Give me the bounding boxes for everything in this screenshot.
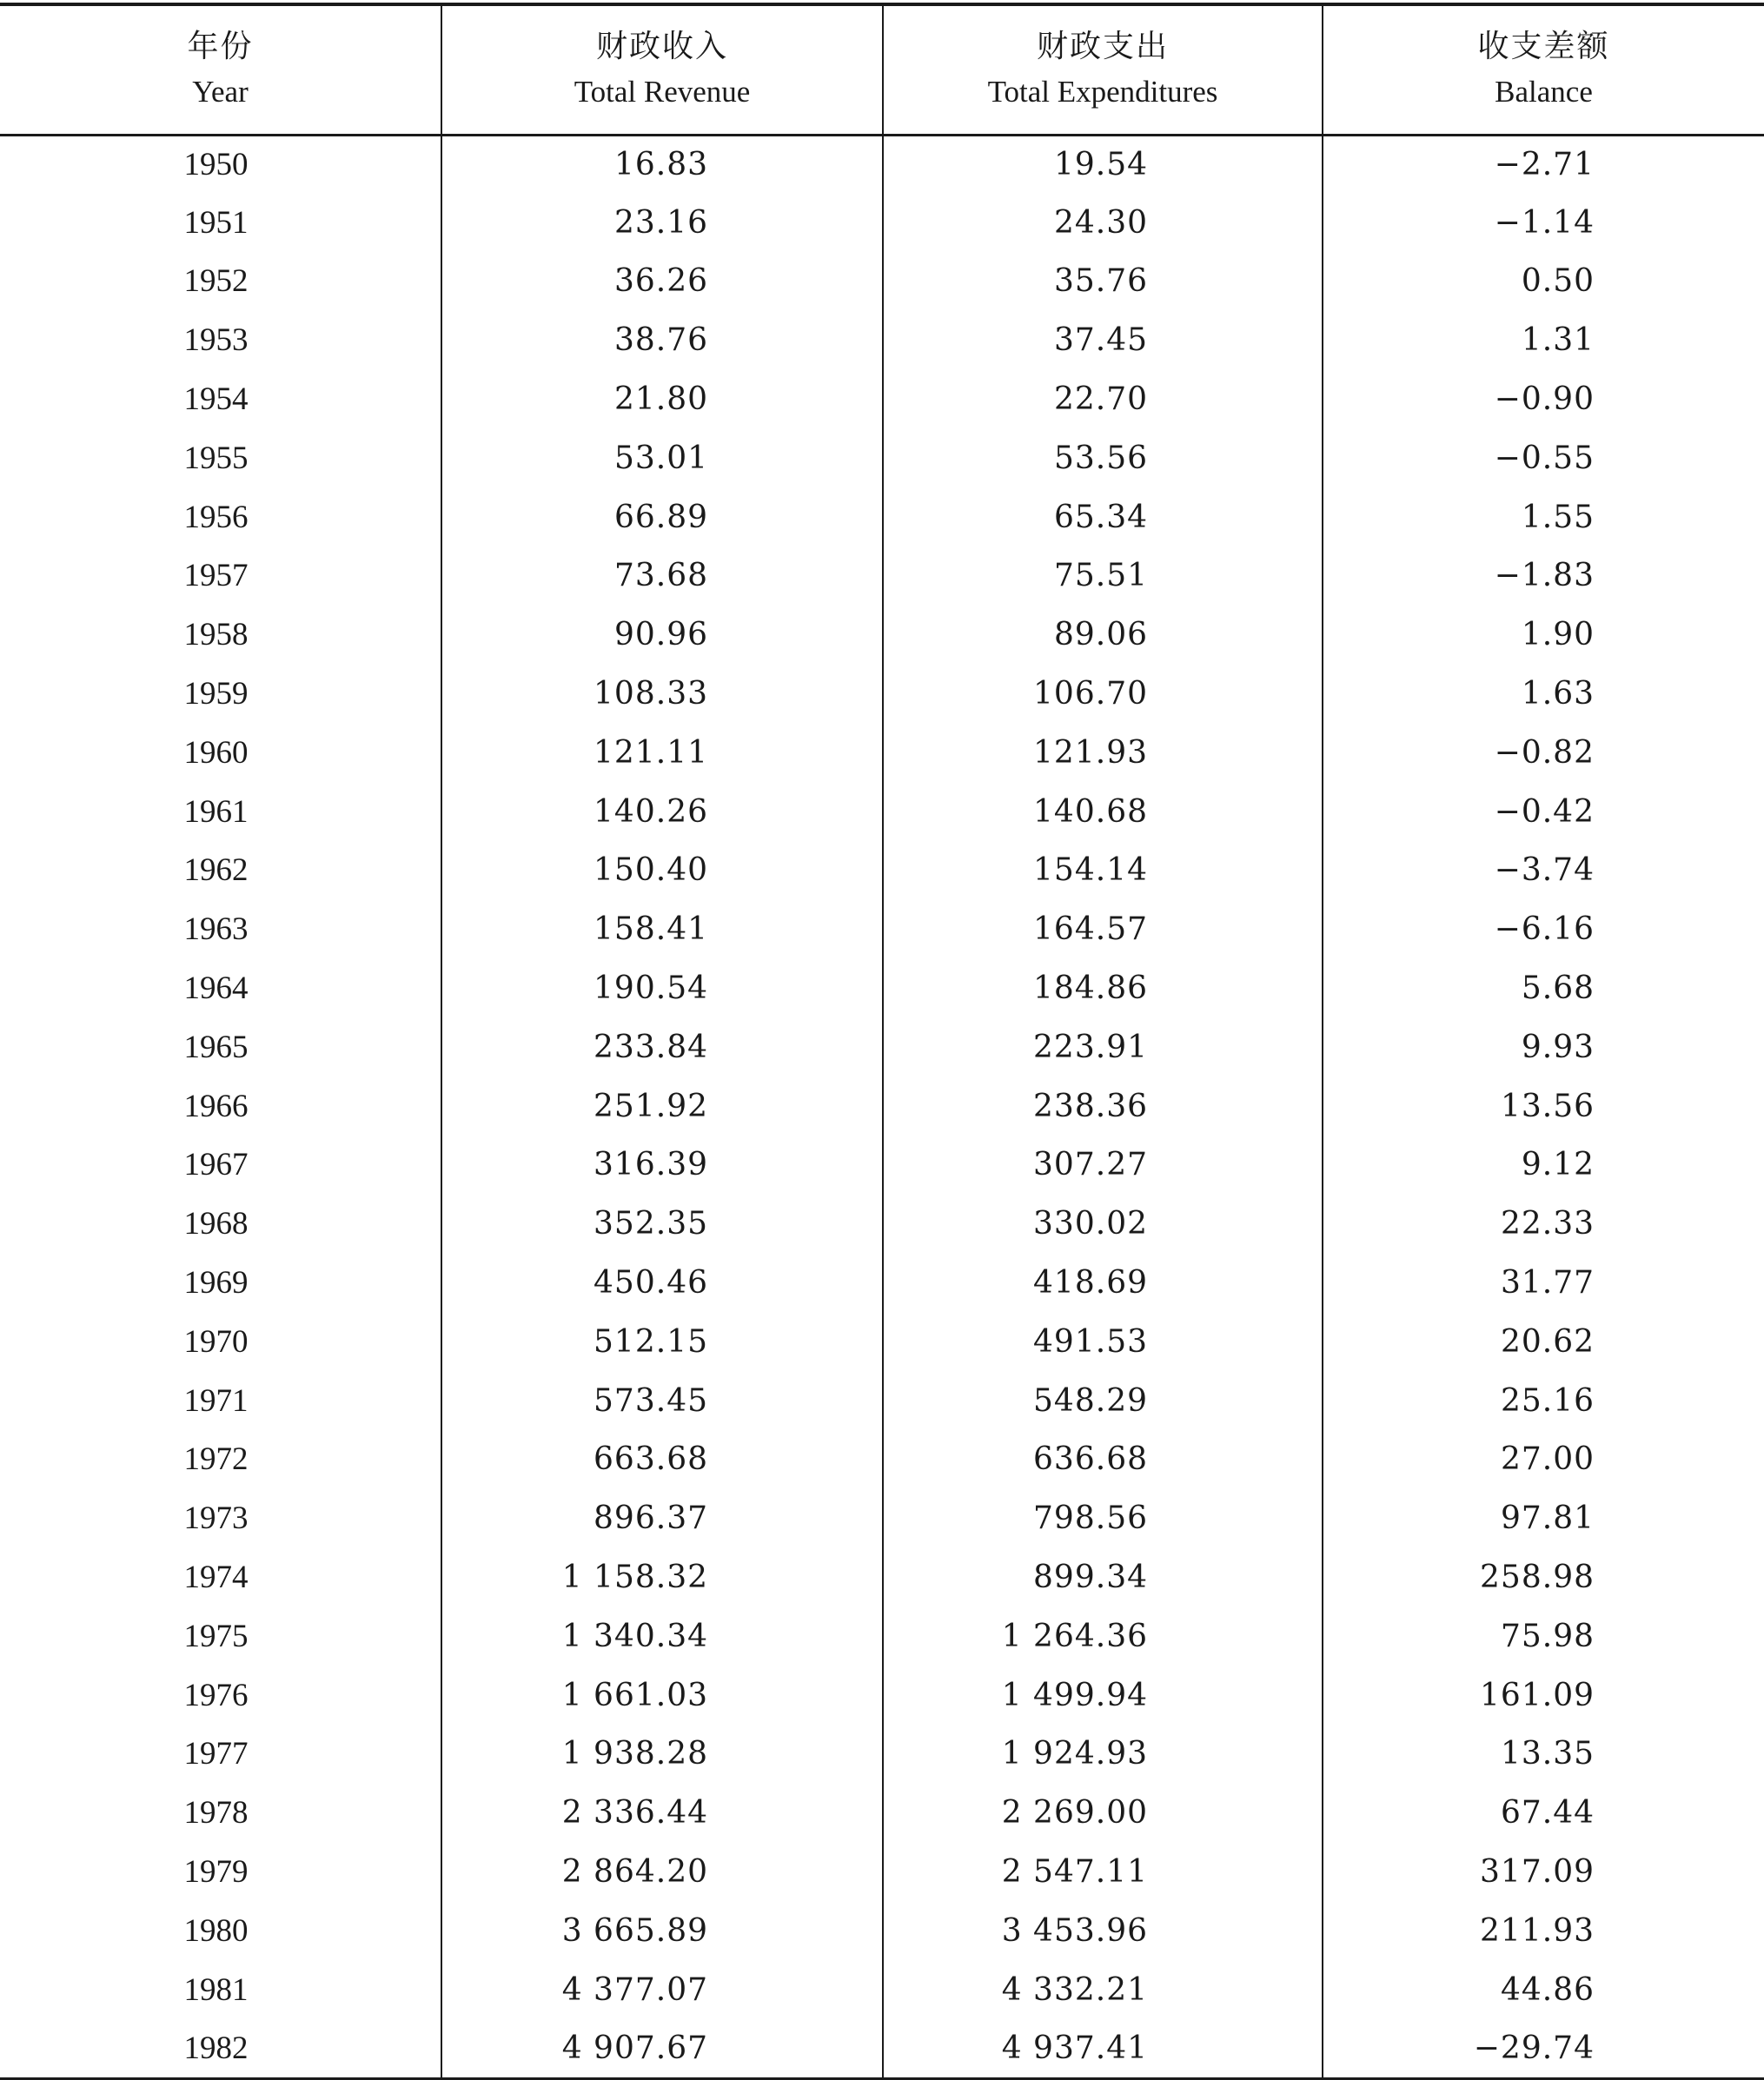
header-balance-zh: 收支差额 <box>1477 29 1610 65</box>
cell-expenditures: 223.91 <box>883 1018 1323 1077</box>
cell-revenue: 4 907.67 <box>441 2020 883 2079</box>
cell-year: 1971 <box>183 1382 249 1419</box>
cell-expenditures: 899.34 <box>883 1548 1323 1607</box>
cell-balance: 258.98 <box>1323 1548 1764 1607</box>
cell-year: 1968 <box>183 1206 249 1242</box>
cell-year: 1972 <box>183 1441 249 1478</box>
table-row <box>0 606 1764 665</box>
cell-balance: 20.62 <box>1323 1313 1764 1372</box>
cell-expenditures: 1 264.36 <box>883 1607 1323 1666</box>
cell-revenue: 251.92 <box>441 1077 883 1136</box>
cell-year: 1967 <box>183 1147 249 1183</box>
header-year-zh: 年份 <box>187 29 254 65</box>
cell-expenditures: 798.56 <box>883 1489 1323 1548</box>
cell-expenditures: 22.70 <box>883 370 1323 429</box>
cell-balance: 1.31 <box>1323 311 1764 370</box>
cell-expenditures: 307.27 <box>883 1136 1323 1196</box>
cell-balance: −1.14 <box>1323 194 1764 253</box>
fiscal-table <box>0 3 1764 2080</box>
cell-balance: 97.81 <box>1323 1489 1764 1548</box>
cell-expenditures: 75.51 <box>883 547 1323 606</box>
cell-revenue: 1 661.03 <box>441 1666 883 1726</box>
cell-expenditures: 2 269.00 <box>883 1784 1323 1843</box>
cell-expenditures: 154.14 <box>883 842 1323 901</box>
table-row <box>0 488 1764 547</box>
cell-year: 1979 <box>183 1854 249 1890</box>
cell-revenue: 3 665.89 <box>441 1902 883 1961</box>
cell-year: 1969 <box>183 1265 249 1302</box>
cell-revenue: 16.83 <box>441 135 883 194</box>
cell-year: 1978 <box>183 1795 249 1832</box>
cell-balance: −29.74 <box>1323 2020 1764 2079</box>
cell-balance: −0.82 <box>1323 724 1764 783</box>
table-row <box>0 253 1764 312</box>
cell-balance: 161.09 <box>1323 1666 1764 1726</box>
cell-year: 1964 <box>183 970 249 1007</box>
cell-expenditures: 491.53 <box>883 1313 1323 1372</box>
cell-balance: 67.44 <box>1323 1784 1764 1843</box>
cell-balance: 22.33 <box>1323 1195 1764 1254</box>
cell-revenue: 23.16 <box>441 194 883 253</box>
cell-year: 1956 <box>183 499 249 535</box>
header-expenditures <box>883 4 1323 135</box>
header-expenditures-en: Total Expenditures <box>987 75 1218 109</box>
table-row <box>0 1784 1764 1843</box>
cell-revenue: 73.68 <box>441 547 883 606</box>
cell-expenditures: 89.06 <box>883 606 1323 665</box>
cell-expenditures: 121.93 <box>883 724 1323 783</box>
cell-year: 1951 <box>183 204 249 241</box>
cell-expenditures: 184.86 <box>883 959 1323 1018</box>
cell-year: 1950 <box>183 146 249 182</box>
cell-expenditures: 106.70 <box>883 665 1323 724</box>
cell-year: 1963 <box>183 911 249 948</box>
cell-revenue: 450.46 <box>441 1254 883 1313</box>
table-row <box>0 1431 1764 1490</box>
cell-year: 1954 <box>183 381 249 418</box>
cell-year: 1980 <box>183 1912 249 1949</box>
table-row <box>0 1254 1764 1313</box>
cell-revenue: 4 377.07 <box>441 1961 883 2020</box>
cell-balance: 31.77 <box>1323 1254 1764 1313</box>
cell-expenditures: 37.45 <box>883 311 1323 370</box>
table-row <box>0 1843 1764 1902</box>
cell-expenditures: 1 924.93 <box>883 1726 1323 1785</box>
cell-balance: −0.55 <box>1323 429 1764 488</box>
cell-balance: 25.16 <box>1323 1372 1764 1431</box>
cell-year: 1976 <box>183 1677 249 1713</box>
table-row <box>0 2020 1764 2079</box>
table-row <box>0 1018 1764 1077</box>
table-row <box>0 1548 1764 1607</box>
table-row <box>0 370 1764 429</box>
cell-expenditures: 53.56 <box>883 429 1323 488</box>
cell-expenditures: 1 499.94 <box>883 1666 1323 1726</box>
cell-expenditures: 24.30 <box>883 194 1323 253</box>
cell-year: 1975 <box>183 1618 249 1654</box>
cell-revenue: 316.39 <box>441 1136 883 1196</box>
table-row <box>0 547 1764 606</box>
cell-year: 1966 <box>183 1088 249 1124</box>
cell-revenue: 158.41 <box>441 900 883 959</box>
cell-revenue: 2 864.20 <box>441 1843 883 1902</box>
table-row <box>0 1726 1764 1785</box>
table-row <box>0 724 1764 783</box>
cell-expenditures: 65.34 <box>883 488 1323 547</box>
header-balance <box>1323 4 1764 135</box>
table-row <box>0 1077 1764 1136</box>
cell-revenue: 53.01 <box>441 429 883 488</box>
cell-revenue: 38.76 <box>441 311 883 370</box>
cell-revenue: 1 938.28 <box>441 1726 883 1785</box>
table-row <box>0 135 1764 194</box>
cell-year: 1957 <box>183 558 249 594</box>
cell-revenue: 1 340.34 <box>441 1607 883 1666</box>
cell-revenue: 512.15 <box>441 1313 883 1372</box>
cell-revenue: 2 336.44 <box>441 1784 883 1843</box>
cell-expenditures: 19.54 <box>883 135 1323 194</box>
table-row <box>0 1313 1764 1372</box>
cell-revenue: 36.26 <box>441 253 883 312</box>
cell-revenue: 21.80 <box>441 370 883 429</box>
cell-revenue: 896.37 <box>441 1489 883 1548</box>
table-row <box>0 1666 1764 1726</box>
table-row <box>0 959 1764 1018</box>
cell-expenditures: 548.29 <box>883 1372 1323 1431</box>
cell-expenditures: 4 937.41 <box>883 2020 1323 2079</box>
cell-revenue: 90.96 <box>441 606 883 665</box>
cell-expenditures: 636.68 <box>883 1431 1323 1490</box>
table-row <box>0 194 1764 253</box>
cell-revenue: 233.84 <box>441 1018 883 1077</box>
cell-balance: 211.93 <box>1323 1902 1764 1961</box>
cell-year: 1973 <box>183 1500 249 1537</box>
cell-expenditures: 164.57 <box>883 900 1323 959</box>
table-row <box>0 1607 1764 1666</box>
cell-balance: 27.00 <box>1323 1431 1764 1490</box>
cell-year: 1982 <box>0 2020 441 2079</box>
table-row <box>0 1961 1764 2020</box>
cell-expenditures: 238.36 <box>883 1077 1323 1136</box>
header-balance-en: Balance <box>1495 75 1593 109</box>
table-row <box>0 1489 1764 1548</box>
table-row <box>0 1902 1764 1961</box>
cell-balance: 44.86 <box>1323 1961 1764 2020</box>
cell-expenditures: 2 547.11 <box>883 1843 1323 1902</box>
cell-year: 1965 <box>183 1029 249 1065</box>
header-revenue-en: Total Revenue <box>574 75 751 109</box>
cell-balance: −3.74 <box>1323 842 1764 901</box>
header-year-en: Year <box>192 75 249 109</box>
cell-revenue: 150.40 <box>441 842 883 901</box>
cell-year: 1962 <box>183 852 249 889</box>
header-revenue-zh: 财政收入 <box>595 29 728 65</box>
cell-balance: 0.50 <box>1323 253 1764 312</box>
table-row <box>0 429 1764 488</box>
cell-revenue: 352.35 <box>441 1195 883 1254</box>
cell-balance: 75.98 <box>1323 1607 1764 1666</box>
cell-revenue: 1 158.32 <box>441 1548 883 1607</box>
cell-expenditures: 3 453.96 <box>883 1902 1323 1961</box>
header-expenditures-zh: 财政支出 <box>1036 29 1169 65</box>
cell-balance: 317.09 <box>1323 1843 1764 1902</box>
cell-balance: 1.55 <box>1323 488 1764 547</box>
cell-balance: 13.35 <box>1323 1726 1764 1785</box>
table-row <box>0 842 1764 901</box>
header-year <box>0 4 441 135</box>
table-body <box>0 135 1764 2078</box>
cell-revenue: 121.11 <box>441 724 883 783</box>
header-row <box>0 4 1764 135</box>
cell-year: 1981 <box>183 1971 249 2008</box>
cell-expenditures: 35.76 <box>883 253 1323 312</box>
table-header <box>0 4 1764 135</box>
cell-year: 1974 <box>183 1560 249 1596</box>
table-row <box>0 665 1764 724</box>
cell-balance: 1.90 <box>1323 606 1764 665</box>
cell-balance: −0.42 <box>1323 783 1764 842</box>
cell-year: 1961 <box>183 793 249 830</box>
cell-revenue: 663.68 <box>441 1431 883 1490</box>
cell-balance: −1.83 <box>1323 547 1764 606</box>
cell-revenue: 140.26 <box>441 783 883 842</box>
cell-expenditures: 140.68 <box>883 783 1323 842</box>
cell-year: 1970 <box>183 1323 249 1360</box>
cell-balance: 13.56 <box>1323 1077 1764 1136</box>
cell-balance: 5.68 <box>1323 959 1764 1018</box>
cell-expenditures: 418.69 <box>883 1254 1323 1313</box>
table-row <box>0 900 1764 959</box>
cell-year: 1960 <box>183 734 249 771</box>
cell-balance: 1.63 <box>1323 665 1764 724</box>
cell-expenditures: 4 332.21 <box>883 1961 1323 2020</box>
cell-revenue: 190.54 <box>441 959 883 1018</box>
table-row <box>0 1136 1764 1196</box>
cell-revenue: 573.45 <box>441 1372 883 1431</box>
cell-balance: −0.90 <box>1323 370 1764 429</box>
cell-revenue: 66.89 <box>441 488 883 547</box>
table-row <box>0 1195 1764 1254</box>
cell-year: 1977 <box>183 1736 249 1772</box>
cell-year: 1959 <box>183 676 249 712</box>
cell-balance: −2.71 <box>1323 135 1764 194</box>
cell-year: 1953 <box>183 322 249 359</box>
table-row <box>0 1372 1764 1431</box>
table-row <box>0 311 1764 370</box>
header-revenue <box>441 4 883 135</box>
cell-balance: −6.16 <box>1323 900 1764 959</box>
cell-balance: 9.93 <box>1323 1018 1764 1077</box>
cell-year: 1958 <box>183 617 249 653</box>
table-row <box>0 783 1764 842</box>
cell-expenditures: 330.02 <box>883 1195 1323 1254</box>
cell-year: 1952 <box>183 263 249 300</box>
cell-balance: 9.12 <box>1323 1136 1764 1196</box>
cell-year: 1955 <box>183 440 249 476</box>
cell-revenue: 108.33 <box>441 665 883 724</box>
